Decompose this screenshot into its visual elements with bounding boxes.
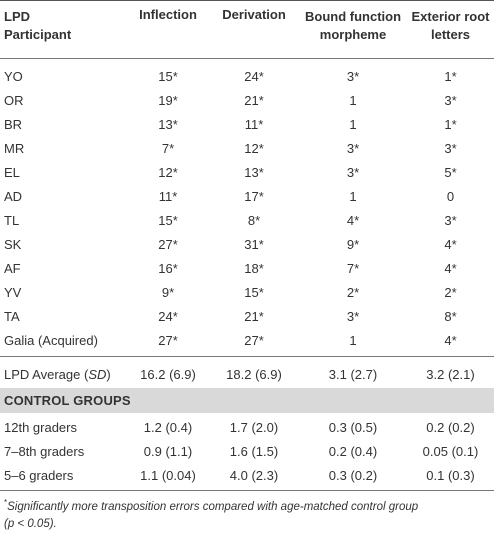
- derivation-value: 1.6 (1.5): [229, 443, 279, 459]
- derivation-value: 21*: [244, 308, 264, 324]
- inflection-value: 24*: [158, 308, 178, 324]
- average-row: [0, 362, 494, 386]
- inflection-value: 1.1 (0.04): [140, 467, 196, 483]
- derivation-value: 8*: [247, 212, 261, 228]
- inflection-value: 27*: [158, 236, 178, 252]
- header-bound-line1: Bound function: [304, 9, 402, 24]
- inflection-value: 11*: [158, 188, 178, 204]
- control-groups-band: [0, 388, 494, 413]
- inflection-value: 9*: [161, 284, 175, 300]
- bound-value: 7*: [346, 260, 360, 276]
- header-inflection: Inflection: [139, 7, 197, 22]
- average-label: [0, 367, 127, 382]
- header-participant: [0, 8, 127, 44]
- bound-value: 3*: [346, 308, 360, 324]
- exterior-value: 8*: [444, 308, 457, 324]
- control-groups-title: CONTROL GROUPS: [4, 393, 131, 408]
- header-participant-line1: LPD: [4, 9, 30, 24]
- inflection-value: 7*: [161, 140, 175, 156]
- header-exterior-line2: letters: [430, 27, 471, 42]
- footnote-line2: (p < 0.05).: [4, 517, 57, 530]
- bound-value: 3*: [346, 68, 360, 84]
- participant-name: SK: [4, 236, 22, 252]
- table-row: [0, 136, 494, 160]
- participant-name: OR: [4, 92, 24, 108]
- participant-name: EL: [4, 164, 20, 180]
- inflection-value: 12*: [158, 164, 178, 180]
- derivation-value: 31*: [244, 236, 264, 252]
- inflection-value: 15*: [158, 68, 178, 84]
- table-row: [0, 64, 494, 88]
- table-row: [0, 304, 494, 328]
- footnote: [4, 494, 490, 533]
- inflection-value: 27*: [158, 332, 178, 348]
- table-row: [0, 112, 494, 136]
- control-name: 5–6 graders: [4, 467, 74, 483]
- exterior-value: 1*: [444, 116, 457, 132]
- participant-name: YO: [4, 68, 23, 84]
- header-participant-line2: Participant: [4, 27, 72, 42]
- header-derivation: Derivation: [222, 7, 286, 22]
- derivation-value: 24*: [244, 68, 264, 84]
- exterior-value: 1*: [444, 68, 457, 84]
- bound-value: 0.3 (0.2): [328, 467, 378, 483]
- derivation-value: 27*: [244, 332, 264, 348]
- bound-value: 3*: [346, 140, 360, 156]
- derivation-value: 21*: [244, 92, 264, 108]
- bound-value: 2*: [346, 284, 360, 300]
- inflection-value: 1.2 (0.4): [143, 419, 193, 435]
- bound-value: 1: [349, 332, 357, 348]
- exterior-value: 2*: [444, 284, 457, 300]
- inflection-value: 0.9 (1.1): [143, 443, 193, 459]
- footnote-text: Significantly more transposition errors compared with age-matched control group: [7, 500, 419, 513]
- bound-value: 0.3 (0.5): [328, 419, 378, 435]
- control-name: 12th graders: [4, 419, 77, 435]
- derivation-value: 11*: [244, 116, 264, 132]
- table-row: [0, 160, 494, 184]
- exterior-value: 3*: [444, 92, 457, 108]
- table-bottom-rule: [0, 490, 494, 491]
- table-row: [0, 256, 494, 280]
- table-row: [0, 328, 494, 352]
- exterior-value: 3*: [444, 212, 457, 228]
- footnote-line1: [4, 494, 490, 516]
- average-exterior: 3.2 (2.1): [426, 366, 475, 382]
- header-exterior-line1: Exterior root: [411, 9, 490, 24]
- bound-value: 1: [349, 92, 357, 108]
- participant-name: TA: [4, 308, 20, 324]
- participant-name: AF: [4, 260, 21, 276]
- exterior-value: 4*: [444, 236, 457, 252]
- derivation-value: 4.0 (2.3): [229, 467, 279, 483]
- table-top-rule: [0, 0, 494, 1]
- participant-name: AD: [4, 188, 23, 204]
- exterior-value: 3*: [444, 140, 457, 156]
- derivation-value: 12*: [244, 140, 264, 156]
- header-rule: [0, 58, 494, 59]
- participants-bottom-rule: [0, 356, 494, 357]
- bound-value: 0.2 (0.4): [328, 443, 378, 459]
- exterior-value: 0.1 (0.3): [426, 467, 475, 483]
- table-row: [0, 208, 494, 232]
- table-row: [0, 280, 494, 304]
- header-bound-line2: morpheme: [319, 27, 387, 42]
- derivation-value: 1.7 (2.0): [229, 419, 279, 435]
- inflection-value: 16*: [158, 260, 178, 276]
- average-label-suffix: ): [106, 366, 111, 382]
- average-inflection: 16.2 (6.9): [140, 366, 196, 382]
- bound-value: 9*: [346, 236, 360, 252]
- control-row: [0, 439, 494, 463]
- derivation-value: 17*: [244, 188, 264, 204]
- inflection-value: 13*: [158, 116, 178, 132]
- derivation-value: 13*: [244, 164, 264, 180]
- exterior-value: 0.05 (0.1): [422, 443, 479, 459]
- average-derivation: 18.2 (6.9): [226, 366, 282, 382]
- table-row: [0, 88, 494, 112]
- exterior-value: 5*: [444, 164, 457, 180]
- header-exterior-root: [407, 8, 494, 44]
- control-name: 7–8th graders: [4, 443, 85, 459]
- table-row: [0, 232, 494, 256]
- average-bound: 3.1 (2.7): [328, 366, 378, 382]
- control-row: [0, 415, 494, 439]
- exterior-value: 4*: [444, 332, 457, 348]
- inflection-value: 19*: [158, 92, 178, 108]
- derivation-value: 15*: [244, 284, 264, 300]
- participant-name: MR: [4, 140, 25, 156]
- bound-value: 1: [349, 188, 357, 204]
- bound-value: 1: [349, 116, 357, 132]
- exterior-value: 0: [446, 188, 455, 204]
- participant-name: YV: [4, 284, 22, 300]
- bound-value: 3*: [346, 164, 360, 180]
- participant-name: BR: [4, 116, 23, 132]
- participant-name: Galia (Acquired): [4, 332, 98, 348]
- inflection-value: 15*: [158, 212, 178, 228]
- exterior-value: 4*: [444, 260, 457, 276]
- table-row: [0, 184, 494, 208]
- participant-name: TL: [4, 212, 20, 228]
- table-header-row: [0, 6, 494, 46]
- control-row: [0, 463, 494, 487]
- header-bound-function: [299, 8, 407, 44]
- bound-value: 4*: [346, 212, 360, 228]
- average-label-prefix: LPD Average (: [4, 366, 89, 382]
- exterior-value: 0.2 (0.2): [426, 419, 475, 435]
- derivation-value: 18*: [244, 260, 264, 276]
- footnote-marker: *: [4, 498, 8, 507]
- average-label-sd: SD: [88, 366, 107, 382]
